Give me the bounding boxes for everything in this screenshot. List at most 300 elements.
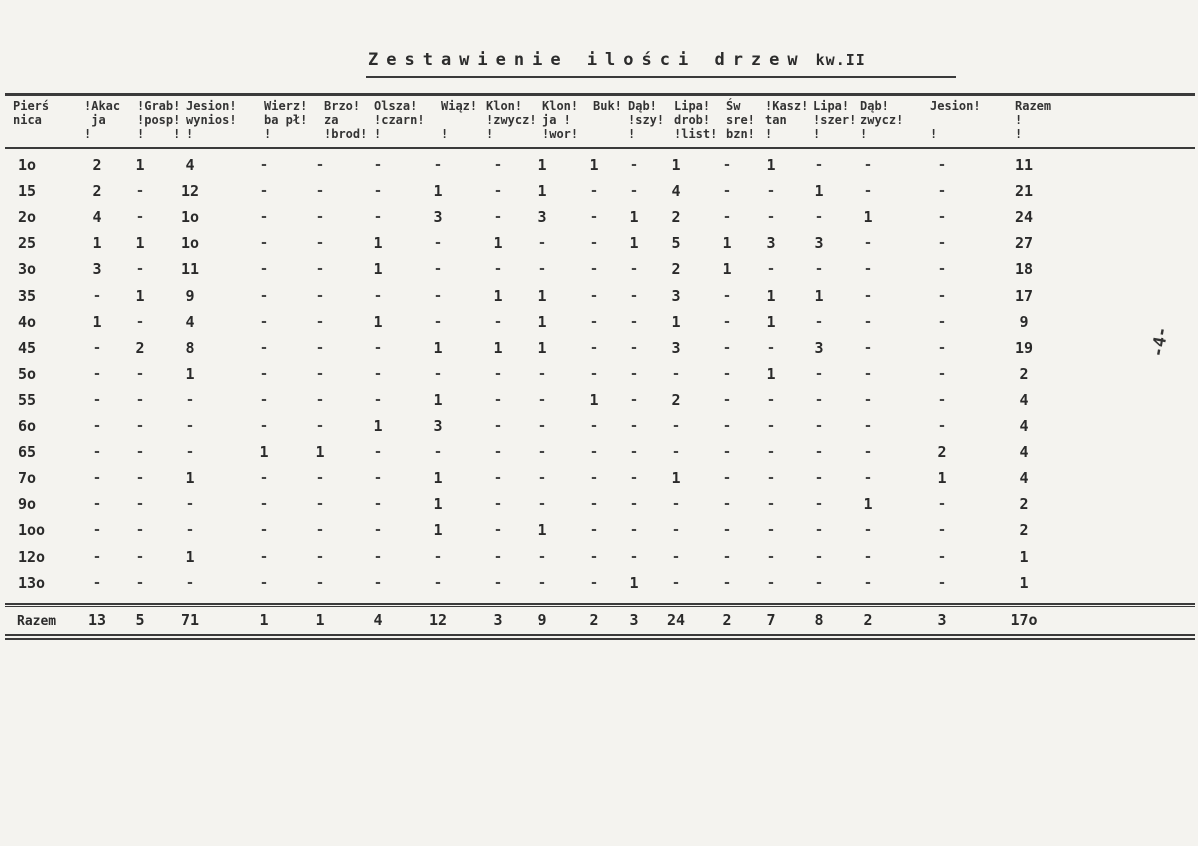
- table-cell: -: [373, 470, 383, 487]
- table-cell: 1: [1019, 573, 1029, 592]
- totals-bottom-rule-2: [5, 638, 1195, 640]
- table-cell: 1: [766, 364, 776, 383]
- page-number: -4-: [1147, 325, 1173, 359]
- totals-cell: 24: [666, 611, 686, 629]
- table-cell: -: [589, 235, 599, 252]
- table-cell: -: [259, 470, 269, 487]
- table-cell: -: [629, 365, 639, 382]
- table-cell: 1: [863, 495, 873, 514]
- table-cell: 3: [92, 260, 102, 279]
- table-cell: 3: [433, 208, 443, 227]
- table-cell: 1: [722, 234, 732, 253]
- column-header: Razem ! !: [1015, 99, 1052, 141]
- table-cell: -: [493, 365, 503, 382]
- table-cell: 4: [671, 182, 681, 201]
- row-label: 12o: [18, 547, 46, 566]
- table-cell: -: [814, 209, 824, 226]
- table-cell: -: [315, 548, 325, 565]
- table-cell: -: [671, 522, 681, 539]
- table-cell: 1: [629, 208, 639, 227]
- table-cell: -: [259, 418, 269, 434]
- table-cell: -: [766, 391, 776, 408]
- table-cell: -: [135, 444, 145, 461]
- table-cell: -: [589, 183, 599, 200]
- table-cell: -: [537, 470, 547, 487]
- table-cell: -: [135, 496, 145, 513]
- table-cell: -: [259, 157, 269, 173]
- table-cell: -: [259, 261, 269, 278]
- table-cell: -: [589, 522, 599, 539]
- table-cell: -: [722, 157, 732, 173]
- table-cell: 2: [1019, 521, 1029, 540]
- table-cell: 21: [1014, 182, 1034, 201]
- table-cell: -: [629, 313, 639, 330]
- table-cell: 4: [1019, 390, 1029, 409]
- table-cell: -: [671, 418, 681, 434]
- column-header: Jesion! !: [930, 99, 981, 141]
- table-cell: 1: [589, 390, 599, 409]
- table-cell: 11: [1014, 156, 1034, 174]
- document-title: [368, 50, 866, 70]
- table-cell: -: [135, 548, 145, 565]
- table-cell: -: [863, 391, 873, 408]
- table-cell: 1: [537, 182, 547, 201]
- column-header: Dąb! zwycz! !: [860, 99, 904, 141]
- table-cell: 1: [493, 234, 503, 253]
- table-cell: -: [92, 496, 102, 513]
- table-cell: -: [315, 418, 325, 434]
- totals-cell: 12: [428, 611, 448, 629]
- table-cell: -: [185, 418, 195, 434]
- table-cell: -: [537, 235, 547, 252]
- row-label: 7o: [18, 469, 37, 488]
- table-cell: 1: [863, 208, 873, 227]
- table-cell: -: [373, 157, 383, 173]
- table-cell: -: [722, 391, 732, 408]
- table-cell: -: [589, 209, 599, 226]
- table-cell: -: [315, 339, 325, 356]
- table-cell: 3: [537, 208, 547, 227]
- table-cell: -: [814, 496, 824, 513]
- table-cell: 1: [92, 312, 102, 331]
- table-cell: -: [937, 574, 947, 591]
- totals-bottom-rule: [5, 634, 1195, 636]
- table-cell: -: [814, 157, 824, 173]
- table-cell: -: [135, 313, 145, 330]
- table-cell: 1: [766, 286, 776, 305]
- table-cell: -: [937, 339, 947, 356]
- table-cell: 1: [537, 521, 547, 540]
- table-cell: -: [766, 470, 776, 487]
- totals-cell: 17o: [1010, 611, 1038, 629]
- table-cell: -: [493, 574, 503, 591]
- table-cell: 1: [433, 521, 443, 540]
- table-cell: -: [766, 522, 776, 539]
- table-cell: -: [433, 313, 443, 330]
- table-cell: -: [373, 183, 383, 200]
- table-cell: -: [863, 522, 873, 539]
- table-cell: -: [629, 391, 639, 408]
- table-cell: -: [814, 313, 824, 330]
- table-cell: -: [315, 261, 325, 278]
- table-cell: 1: [493, 286, 503, 305]
- row-label: 4o: [18, 312, 37, 331]
- table-cell: -: [135, 574, 145, 591]
- column-header: !Akac ja !: [84, 99, 121, 141]
- table-cell: -: [259, 287, 269, 304]
- header-bottom-rule: [5, 147, 1195, 149]
- table-cell: -: [814, 261, 824, 278]
- table-cell: -: [373, 444, 383, 461]
- table-cell: -: [259, 522, 269, 539]
- table-cell: -: [493, 261, 503, 278]
- table-cell: -: [537, 365, 547, 382]
- table-cell: -: [92, 574, 102, 591]
- table-cell: 1: [671, 156, 681, 174]
- column-header: !Kasz! tan !: [765, 99, 809, 141]
- table-cell: 1: [493, 338, 503, 357]
- table-cell: -: [493, 157, 503, 173]
- table-cell: -: [814, 365, 824, 382]
- table-cell: -: [937, 183, 947, 200]
- table-cell: -: [433, 548, 443, 565]
- table-cell: -: [722, 574, 732, 591]
- table-cell: -: [589, 418, 599, 434]
- table-cell: -: [863, 574, 873, 591]
- table-cell: 2: [1019, 364, 1029, 383]
- totals-cell: 3: [629, 611, 639, 629]
- table-cell: -: [766, 183, 776, 200]
- row-label: 45: [18, 338, 37, 357]
- table-cell: -: [722, 339, 732, 356]
- table-cell: -: [92, 522, 102, 539]
- table-cell: -: [589, 313, 599, 330]
- table-cell: -: [629, 470, 639, 487]
- table-cell: 1: [315, 443, 325, 462]
- table-cell: -: [433, 235, 443, 252]
- table-cell: 1: [135, 234, 145, 253]
- table-cell: -: [722, 183, 732, 200]
- table-cell: 1: [537, 286, 547, 305]
- table-cell: -: [373, 548, 383, 565]
- table-cell: 1: [259, 443, 269, 462]
- table-cell: -: [259, 209, 269, 226]
- table-cell: -: [315, 183, 325, 200]
- table-cell: -: [629, 339, 639, 356]
- table-cell: 1: [433, 469, 443, 488]
- table-cell: 1: [185, 547, 195, 566]
- table-cell: 18: [1014, 260, 1034, 279]
- table-cell: -: [722, 209, 732, 226]
- table-cell: 12: [180, 182, 200, 201]
- table-cell: -: [937, 548, 947, 565]
- totals-cell: 2: [722, 611, 732, 629]
- table-cell: -: [185, 574, 195, 591]
- table-cell: -: [589, 287, 599, 304]
- table-cell: -: [589, 574, 599, 591]
- table-cell: 1: [671, 312, 681, 331]
- table-cell: -: [315, 522, 325, 539]
- table-cell: -: [493, 548, 503, 565]
- table-cell: -: [937, 209, 947, 226]
- table-cell: 8: [185, 338, 195, 357]
- table-cell: -: [671, 365, 681, 382]
- table-cell: -: [629, 522, 639, 539]
- table-cell: -: [92, 444, 102, 461]
- table-cell: 1: [433, 390, 443, 409]
- table-cell: -: [259, 574, 269, 591]
- table-cell: -: [92, 365, 102, 382]
- table-cell: -: [671, 548, 681, 565]
- table-cell: -: [589, 444, 599, 461]
- table-cell: 1: [373, 312, 383, 331]
- title-text: Zestawienie ilości drzew: [368, 50, 806, 70]
- table-cell: -: [863, 418, 873, 434]
- table-cell: -: [937, 496, 947, 513]
- table-cell: -: [373, 496, 383, 513]
- table-cell: 4: [1019, 469, 1029, 488]
- table-cell: 1: [373, 417, 383, 435]
- table-cell: -: [315, 313, 325, 330]
- column-header: Brzo! za !brod!: [324, 99, 368, 141]
- table-cell: 1: [814, 182, 824, 201]
- table-cell: -: [589, 339, 599, 356]
- column-header: Lipa! !szer! !: [813, 99, 857, 141]
- table-cell: -: [259, 313, 269, 330]
- column-header: Wierz! ba pł! !: [264, 99, 308, 141]
- table-cell: -: [863, 548, 873, 565]
- table-cell: -: [537, 391, 547, 408]
- table-cell: -: [315, 391, 325, 408]
- table-cell: -: [722, 496, 732, 513]
- table-cell: 1o: [180, 208, 200, 227]
- table-cell: -: [259, 496, 269, 513]
- table-cell: -: [259, 548, 269, 565]
- table-cell: -: [373, 391, 383, 408]
- table-cell: -: [185, 391, 195, 408]
- totals-cell: 3: [937, 611, 947, 629]
- table-cell: -: [863, 261, 873, 278]
- table-cell: -: [315, 470, 325, 487]
- totals-cell: 2: [863, 611, 873, 629]
- table-cell: 9: [1019, 312, 1029, 331]
- body-bottom-rule-2: [5, 606, 1195, 607]
- totals-cell: 9: [537, 611, 547, 629]
- table-cell: -: [315, 287, 325, 304]
- table-cell: -: [814, 574, 824, 591]
- column-header: Olsza! !czarn! !: [374, 99, 425, 141]
- table-cell: -: [629, 444, 639, 461]
- table-cell: -: [135, 209, 145, 226]
- row-label: 1o: [18, 156, 37, 174]
- table-cell: -: [493, 444, 503, 461]
- totals-cell: 2: [589, 611, 599, 629]
- table-cell: 9: [185, 286, 195, 305]
- table-cell: -: [259, 183, 269, 200]
- table-cell: -: [185, 444, 195, 461]
- table-cell: 1: [629, 234, 639, 253]
- table-cell: -: [92, 548, 102, 565]
- table-cell: -: [629, 183, 639, 200]
- row-label: 3o: [18, 260, 37, 279]
- table-cell: -: [493, 522, 503, 539]
- table-cell: 19: [1014, 338, 1034, 357]
- table-cell: 1: [1019, 547, 1029, 566]
- table-cell: 24: [1014, 208, 1034, 227]
- table-cell: -: [537, 548, 547, 565]
- table-cell: -: [814, 522, 824, 539]
- table-cell: -: [671, 444, 681, 461]
- table-cell: -: [722, 418, 732, 434]
- table-cell: 2: [1019, 495, 1029, 514]
- table-cell: -: [315, 209, 325, 226]
- table-cell: 1: [814, 286, 824, 305]
- table-cell: -: [493, 496, 503, 513]
- table-cell: -: [433, 287, 443, 304]
- table-cell: -: [493, 470, 503, 487]
- table-cell: -: [135, 261, 145, 278]
- table-cell: -: [629, 261, 639, 278]
- table-cell: 3: [814, 234, 824, 253]
- table-cell: -: [493, 418, 503, 434]
- table-cell: -: [433, 365, 443, 382]
- table-cell: 2: [671, 208, 681, 227]
- table-cell: -: [766, 209, 776, 226]
- table-cell: 1: [671, 469, 681, 488]
- table-cell: -: [92, 339, 102, 356]
- table-cell: 1: [537, 338, 547, 357]
- column-header: Buk!: [593, 99, 622, 113]
- table-cell: -: [937, 391, 947, 408]
- table-cell: 5: [671, 234, 681, 253]
- table-cell: 3: [671, 338, 681, 357]
- table-cell: 2: [92, 156, 102, 174]
- table-cell: -: [185, 496, 195, 513]
- totals-cell: 7: [766, 611, 776, 629]
- table-cell: -: [537, 496, 547, 513]
- table-cell: 1: [537, 312, 547, 331]
- table-cell: -: [493, 183, 503, 200]
- column-header: Lipa! drob! !list!: [674, 99, 718, 141]
- table-cell: -: [315, 496, 325, 513]
- title-underline: [366, 76, 956, 78]
- row-label: 13o: [18, 573, 46, 592]
- table-cell: -: [814, 548, 824, 565]
- table-cell: 3: [671, 286, 681, 305]
- table-cell: -: [722, 548, 732, 565]
- table-cell: 2: [937, 443, 947, 462]
- table-cell: -: [589, 365, 599, 382]
- column-header: Klon! !zwycz! !: [486, 99, 537, 141]
- table-cell: -: [373, 365, 383, 382]
- table-cell: -: [373, 209, 383, 226]
- table-cell: -: [863, 444, 873, 461]
- table-cell: 3: [814, 338, 824, 357]
- table-cell: -: [259, 235, 269, 252]
- table-cell: -: [863, 235, 873, 252]
- table-cell: -: [629, 157, 639, 173]
- table-cell: 1: [185, 364, 195, 383]
- table-cell: 1: [766, 156, 776, 174]
- column-header: Klon! ja ! !wor!: [542, 99, 579, 141]
- table-cell: -: [766, 548, 776, 565]
- column-header: !Grab! !posp! ! !: [137, 99, 181, 141]
- table-cell: 1: [937, 469, 947, 488]
- table-cell: -: [863, 470, 873, 487]
- column-header: Wiąz! !: [441, 99, 478, 141]
- table-cell: -: [135, 470, 145, 487]
- table-cell: 1o: [180, 234, 200, 253]
- table-cell: -: [259, 365, 269, 382]
- table-cell: -: [433, 157, 443, 173]
- column-header: Św sre! bzn!: [726, 99, 755, 141]
- table-cell: 4: [92, 208, 102, 227]
- header-first-col: Pierś nica: [13, 99, 50, 127]
- table-cell: -: [537, 261, 547, 278]
- table-cell: -: [315, 574, 325, 591]
- table-cell: -: [493, 391, 503, 408]
- table-cell: -: [814, 391, 824, 408]
- totals-cell: 5: [135, 611, 145, 629]
- table-cell: 1: [135, 286, 145, 305]
- table-cell: 2: [671, 390, 681, 409]
- table-cell: 1: [373, 260, 383, 279]
- table-cell: -: [259, 391, 269, 408]
- table-cell: -: [493, 313, 503, 330]
- table-cell: 4: [185, 312, 195, 331]
- table-top-rule: [5, 93, 1195, 96]
- table-cell: -: [863, 157, 873, 173]
- table-cell: -: [937, 522, 947, 539]
- totals-cell: 3: [493, 611, 503, 629]
- table-cell: -: [589, 470, 599, 487]
- table-cell: -: [493, 209, 503, 226]
- table-cell: -: [863, 313, 873, 330]
- table-cell: -: [937, 235, 947, 252]
- totals-cell: 71: [180, 611, 200, 629]
- table-cell: -: [722, 313, 732, 330]
- table-cell: -: [937, 313, 947, 330]
- table-cell: -: [937, 418, 947, 434]
- column-header: Jesion! wynios! !: [186, 99, 237, 141]
- row-label: 35: [18, 286, 37, 305]
- table-cell: -: [863, 287, 873, 304]
- table-cell: -: [373, 339, 383, 356]
- table-cell: 1: [135, 156, 145, 174]
- table-cell: -: [814, 470, 824, 487]
- table-cell: -: [766, 261, 776, 278]
- table-cell: -: [537, 418, 547, 434]
- table-cell: -: [766, 339, 776, 356]
- totals-cell: 1: [315, 611, 325, 629]
- table-cell: -: [92, 418, 102, 434]
- table-cell: 1: [629, 573, 639, 592]
- table-cell: -: [373, 287, 383, 304]
- table-cell: 11: [180, 260, 200, 279]
- table-cell: -: [135, 183, 145, 200]
- table-cell: -: [373, 522, 383, 539]
- table-cell: -: [259, 339, 269, 356]
- row-label: 65: [18, 443, 37, 462]
- table-cell: -: [671, 496, 681, 513]
- column-header: Dąb! !szy! !: [628, 99, 665, 141]
- table-cell: -: [814, 444, 824, 461]
- table-cell: -: [185, 522, 195, 539]
- table-cell: 4: [1019, 417, 1029, 435]
- table-cell: -: [135, 418, 145, 434]
- table-cell: -: [766, 496, 776, 513]
- table-cell: -: [589, 496, 599, 513]
